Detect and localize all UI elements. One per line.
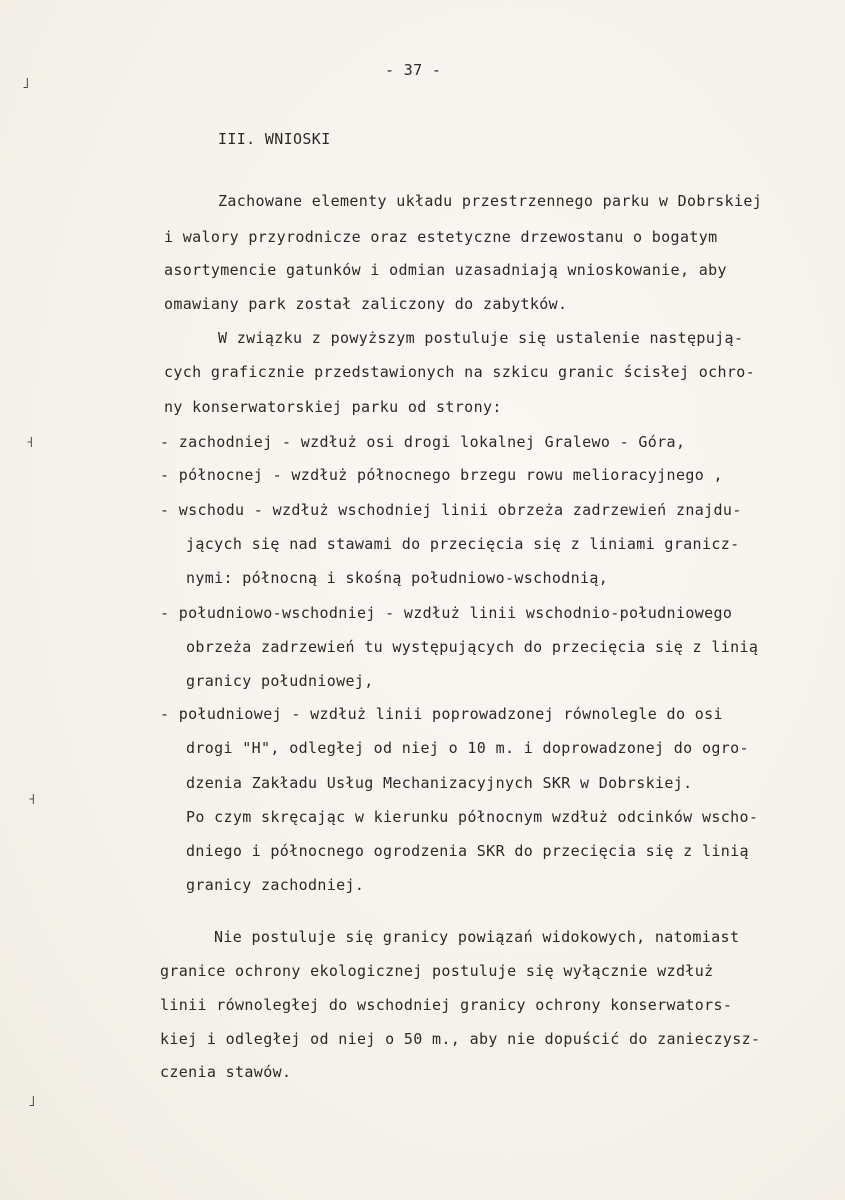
text-line: drogi "H", odległej od niej o 10 m. i doprowadzonej do ogro-	[186, 739, 749, 757]
section-heading: III. WNIOSKI	[218, 130, 331, 148]
text-line: linii równoległej do wschodniej granicy ochrony konserwators-	[160, 996, 733, 1014]
text-line: asortymencie gatunków i odmian uzasadniają wnioskowanie, aby	[164, 261, 727, 279]
text-line: Zachowane elementy układu przestrzennego parku w Dobrskiej	[218, 192, 763, 210]
list-item-line: - południowej - wzdłuż linii poprowadzonej równolegle do osi	[160, 705, 723, 723]
margin-mark-2: ˧	[26, 433, 34, 451]
text-line: omawiany park został zaliczony do zabytków.	[164, 295, 568, 313]
text-line: ny konserwatorskiej parku od strony:	[164, 398, 502, 416]
text-line: granice ochrony ekologicznej postuluje się wyłącznie wzdłuż	[160, 962, 714, 980]
text-line: cych graficznie przedstawionych na szkicu granic ścisłej ochro-	[164, 363, 755, 381]
margin-mark-3: ˧	[28, 790, 36, 808]
text-line: Nie postuluje się granicy powiązań widokowych, natomiast	[214, 928, 740, 946]
text-line: obrzeża zadrzewień tu występujących do przecięcia się z linią	[186, 638, 759, 656]
text-line: czenia stawów.	[160, 1063, 292, 1081]
text-line: kiej i odległej od niej o 50 m., aby nie dopuścić do zanieczysz-	[160, 1030, 761, 1048]
list-item-line: - wschodu - wzdłuż wschodniej linii obrzeża zadrzewień znajdu-	[160, 501, 742, 519]
text-line: nymi: północną i skośną południowo-wschodnią,	[186, 569, 609, 587]
list-item-line: - południowo-wschodniej - wzdłuż linii wschodnio-południowego	[160, 604, 733, 622]
text-line: granicy południowej,	[186, 672, 374, 690]
text-line: W związku z powyższym postuluje się ustalenie następują-	[218, 329, 744, 347]
text-line: i walory przyrodnicze oraz estetyczne drzewostanu o bogatym	[164, 228, 718, 246]
text-line: jących się nad stawami do przecięcia się z liniami granicz-	[186, 535, 740, 553]
margin-mark-1: ˩	[22, 74, 30, 92]
margin-mark-4: ˩	[28, 1092, 36, 1110]
text-line: dniego i północnego ogrodzenia SKR do przecięcia się z linią	[186, 842, 749, 860]
list-item-line: - północnej - wzdłuż północnego brzegu rowu melioracyjnego ,	[160, 466, 723, 484]
page-number: - 37 -	[385, 61, 442, 79]
list-item-line: - zachodniej - wzdłuż osi drogi lokalnej Gralewo - Góra,	[160, 433, 686, 451]
text-line: Po czym skręcając w kierunku północnym wzdłuż odcinków wscho-	[186, 808, 759, 826]
text-line: granicy zachodniej.	[186, 876, 365, 894]
text-line: dzenia Zakładu Usług Mechanizacyjnych SKR w Dobrskiej.	[186, 774, 693, 792]
